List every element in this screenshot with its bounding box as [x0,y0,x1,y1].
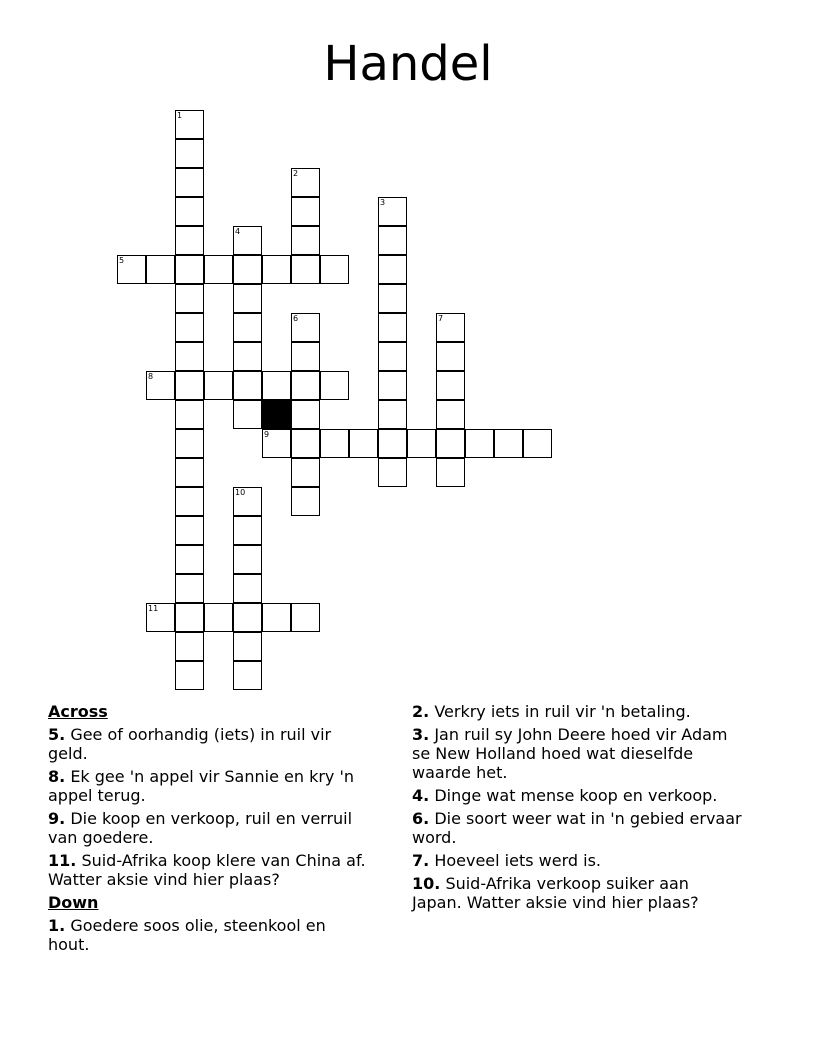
grid-cell[interactable] [233,313,262,342]
grid-cell[interactable] [233,661,262,690]
grid-cell[interactable] [436,342,465,371]
grid-cell[interactable] [262,603,291,632]
grid-cell[interactable] [175,284,204,313]
grid-cell[interactable] [175,255,204,284]
grid-cell[interactable] [233,226,262,255]
grid-cell[interactable] [378,197,407,226]
grid-cell[interactable] [291,168,320,197]
clue-across-9: 9. Die koop en verkoop, ruil en verruil van goedere. [48,809,353,847]
grid-cell[interactable] [175,487,204,516]
grid-cell[interactable] [291,487,320,516]
grid-cell[interactable] [291,226,320,255]
grid-cell[interactable] [233,284,262,313]
grid-cell[interactable] [523,429,552,458]
grid-cell[interactable] [378,400,407,429]
grid-cell[interactable] [175,139,204,168]
grid-cell[interactable] [233,255,262,284]
clue-down-10: 10. Suid-Afrika verkoop suiker aan Japan. Watter aksie vind hier plaas? [412,874,699,912]
grid-cell[interactable] [175,516,204,545]
clue-number-label: 2 [293,169,299,178]
clue-number-label: 9 [264,430,270,439]
clue-number-label: 1 [177,111,183,120]
grid-cell[interactable] [436,458,465,487]
grid-cell[interactable] [233,516,262,545]
grid-cell[interactable] [378,313,407,342]
grid-cell[interactable] [175,342,204,371]
grid-cell[interactable] [175,603,204,632]
down-heading: Down [48,893,99,912]
clue-number-label: 10 [235,488,246,497]
grid-cell[interactable] [233,632,262,661]
puzzle-title: Handel [323,36,493,92]
grid-cell[interactable] [233,342,262,371]
grid-cell[interactable] [291,458,320,487]
grid-cell[interactable] [407,429,436,458]
clues-right-column [412,702,742,916]
grid-cell[interactable] [233,371,262,400]
grid-cell[interactable] [378,284,407,313]
clue-down-6: 6. Die soort weer wat in 'n gebied ervaar word. [412,809,742,847]
clue-across-8: 8. Ek gee 'n appel vir Sannie en kry 'n appel terug. [48,767,355,805]
grid-cell[interactable] [175,197,204,226]
grid-cell[interactable] [291,342,320,371]
grid-cell[interactable] [175,458,204,487]
clue-number-label: 11 [148,604,159,613]
grid-cell[interactable] [291,313,320,342]
clue-down-2: 2. Verkry iets in ruil vir 'n betaling. [412,702,691,721]
grid-cell[interactable] [465,429,494,458]
across-heading: Across [48,702,108,721]
grid-cell[interactable] [233,487,262,516]
grid-cell[interactable] [378,226,407,255]
grid-cell[interactable] [378,371,407,400]
grid-cell[interactable] [175,371,204,400]
grid-cell[interactable] [320,429,349,458]
grid-cell[interactable] [175,313,204,342]
clue-across-5: 5. Gee of oorhandig (iets) in ruil vir geld. [48,725,332,763]
grid-cell[interactable] [436,400,465,429]
grid-cell[interactable] [175,545,204,574]
clue-number-label: 7 [438,314,444,323]
grid-cell[interactable] [291,400,320,429]
grid-cell[interactable] [262,429,291,458]
clue-down-1: 1. Goedere soos olie, steenkool en hout. [48,916,326,954]
grid-cell[interactable] [291,255,320,284]
grid-cell[interactable] [146,603,175,632]
grid-cell[interactable] [175,429,204,458]
grid-cell[interactable] [175,632,204,661]
grid-cell[interactable] [378,255,407,284]
grid-cell[interactable] [436,313,465,342]
clue-down-7: 7. Hoeveel iets werd is. [412,851,601,870]
grid-cell[interactable] [175,110,204,139]
clue-across-11: 11. Suid-Afrika koop klere van China af. Watter aksie vind hier plaas? [48,851,366,889]
clue-down-3: 3. Jan ruil sy John Deere hoed vir Adam se New Holland hoed wat dieselfde waarde het. [412,725,728,782]
grid-cell[interactable] [262,255,291,284]
clue-number-label: 4 [235,227,241,236]
grid-cell[interactable] [320,255,349,284]
grid-cell[interactable] [494,429,523,458]
grid-cell[interactable] [146,371,175,400]
clue-down-4: 4. Dinge wat mense koop en verkoop. [412,786,718,805]
grid-cell[interactable] [436,371,465,400]
black-cell [262,400,291,429]
grid-cell[interactable] [291,371,320,400]
grid-cell[interactable] [291,603,320,632]
grid-cell[interactable] [204,371,233,400]
grid-cell[interactable] [291,429,320,458]
grid-cell[interactable] [349,429,378,458]
grid-cell[interactable] [320,371,349,400]
grid-cell[interactable] [378,458,407,487]
grid-cell[interactable] [378,342,407,371]
grid-cell[interactable] [262,371,291,400]
grid-cell[interactable] [175,400,204,429]
grid-cell[interactable] [233,545,262,574]
grid-cell[interactable] [204,603,233,632]
grid-cell[interactable] [233,603,262,632]
clues-left-column [48,702,366,958]
grid-cell[interactable] [291,197,320,226]
clue-number-label: 6 [293,314,299,323]
grid-cell[interactable] [233,400,262,429]
grid-cell[interactable] [117,255,146,284]
clue-number-label: 8 [148,372,154,381]
grid-cell[interactable] [175,661,204,690]
grid-cell[interactable] [175,574,204,603]
grid-cell[interactable] [175,226,204,255]
clue-number-label: 5 [119,256,125,265]
grid-cell[interactable] [175,168,204,197]
grid-cell[interactable] [378,429,407,458]
grid-cell[interactable] [204,255,233,284]
grid-cell[interactable] [436,429,465,458]
grid-cell[interactable] [146,255,175,284]
grid-cell[interactable] [233,574,262,603]
clue-number-label: 3 [380,198,386,207]
